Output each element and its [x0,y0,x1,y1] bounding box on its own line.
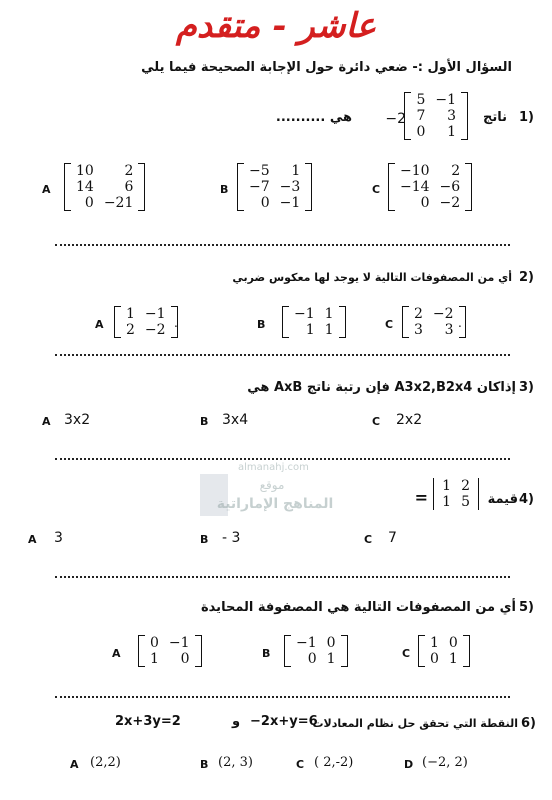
matrix-cell: −1 [294,306,315,322]
matrix-cell: 1 [442,478,452,494]
watermark-line1: موقع [259,478,285,492]
q2-option-b-letter: B [257,318,266,331]
q2-number: 2) [519,270,534,285]
matrix-bracket-right [305,163,312,211]
q3-text: إذاكان A3x2,B2x4 فإن رتبة ناتج AxB هي [247,380,516,395]
matrix-cell: 2 [461,478,470,494]
q1-option-c-letter: C [372,183,381,196]
matrix-cell: −1 [144,306,166,322]
q6-option-a-letter: A [70,758,79,771]
q1-option-b-matrix[interactable] [237,163,312,215]
matrix-cell: 0 [150,635,159,651]
q2-option-c-letter: C [385,318,394,331]
matrix-cell: 1 [447,124,456,140]
matrix-cell: 6 [124,179,134,195]
q4-option-c-value[interactable]: 7 [388,530,397,546]
matrix-cell: 3 [444,322,454,338]
q3-option-b-letter: B [200,415,209,428]
matrix-cell: −7 [249,179,270,195]
matrix-cell: 5 [461,494,470,510]
q4-equals: = [414,488,428,507]
q2-option-b-matrix[interactable] [282,306,346,342]
q4-option-c-letter: C [364,533,373,546]
q2-option-c-matrix[interactable] [402,306,466,342]
matrix-cell: −5 [249,163,270,179]
matrix-cell: 1 [324,306,334,322]
watermark-site: almanahj.com [238,462,309,473]
q6-option-c-value[interactable]: ( 2,-2) [314,755,354,770]
matrix-cell: 2 [124,163,134,179]
matrix-cell: −2 [144,322,166,338]
matrix-cell: 0 [180,651,190,667]
q5-option-a-matrix[interactable] [138,635,202,671]
matrix-bracket-right [463,635,470,667]
matrix-bracket-left [418,635,425,667]
q4-determinant [430,478,482,514]
q6-option-d-value[interactable]: (−2, 2) [422,755,468,770]
matrix-cell: 3 [447,108,456,124]
q2-option-a-suffix: . [174,316,178,330]
matrix-cell: 1 [448,651,458,667]
matrix-cell: 7 [416,108,426,124]
q1-option-c-matrix[interactable] [388,163,472,215]
q4-option-a-value[interactable]: 3 [54,530,63,546]
matrix-cell: −2 [432,306,454,322]
q1-coefficient: −2 [385,111,406,127]
matrix-cell: −1 [168,635,190,651]
matrix-cell: 0 [420,195,430,211]
q3-option-a-value[interactable]: 3x2 [64,412,91,428]
q6-number: 6) [521,716,536,731]
q5-option-b-matrix[interactable] [284,635,348,671]
q3-option-b-value[interactable]: 3x4 [222,412,249,428]
matrix-cell: 14 [76,179,94,195]
q2-text: أي من المصفوفات التالية لا يوجد لها معكوس ضربي [232,271,512,284]
matrix-cell: 2 [414,306,423,322]
q1-option-b-letter: B [220,183,229,196]
matrix-bracket-left [388,163,395,211]
matrix-cell: 1 [126,306,135,322]
matrix-cell: 0 [430,651,439,667]
determinant-bar-right [478,478,479,510]
matrix-cell: 1 [326,651,336,667]
matrix-cell: 0 [448,635,458,651]
q3-option-c-value[interactable]: 2x2 [396,412,423,428]
answer-line [55,458,510,460]
q4-option-a-letter: A [28,533,37,546]
matrix-cell: −10 [400,163,430,179]
matrix-cell: −3 [279,179,301,195]
matrix-cell: −14 [400,179,430,195]
matrix-cell: 10 [76,163,94,179]
q1-option-a-letter: A [42,183,51,196]
answer-line [55,354,510,356]
matrix-cell: 1 [430,635,439,651]
q4-option-b-letter: B [200,533,209,546]
matrix-cell: 0 [307,651,317,667]
matrix-bracket-right [195,635,202,667]
q1-number: 1) [519,110,534,125]
matrix-cell: −1 [296,635,317,651]
matrix-cell: 0 [84,195,94,211]
matrix-cell: −6 [439,179,461,195]
q5-option-a-letter: A [112,647,121,660]
matrix-bracket-right [461,92,468,140]
q4-option-b-value[interactable]: - 3 [222,530,241,546]
matrix-cell: 0 [416,124,426,140]
matrix-cell: 2 [126,322,135,338]
matrix-bracket-left [138,635,145,667]
matrix-cell: 1 [150,651,159,667]
q3-option-a-letter: A [42,415,51,428]
instructions: السؤال الأول :- ضعي دائرة حول الإجابة الصحيحة فيما يلي [141,60,512,75]
matrix-bracket-right [465,163,472,211]
page-title: عاشر - متقدم [175,6,377,46]
q5-option-c-matrix[interactable] [418,635,470,671]
matrix-cell: 2 [451,163,461,179]
matrix-bracket-left [282,306,289,338]
matrix-bracket-right [341,635,348,667]
q6-equation-2: 2x+3y=2 [115,714,181,729]
q5-text: أي من المصفوفات التالية هي المصفوفة المحايدة [201,600,516,615]
matrix-cell: −1 [435,92,456,108]
matrix-cell: 1 [442,494,452,510]
q1-option-a-matrix[interactable] [64,163,145,215]
q2-option-a-matrix[interactable] [114,306,178,342]
q4-number: 4) [519,492,534,507]
q3-number: 3) [519,380,534,395]
q5-option-b-letter: B [262,647,271,660]
q6-option-d-letter: D [404,758,414,771]
watermark-line2: المناهج الإماراتية [216,496,334,512]
q5-number: 5) [519,600,534,615]
matrix-cell: 0 [260,195,270,211]
matrix-bracket-left [114,306,121,338]
matrix-cell: 1 [305,322,315,338]
matrix-cell: −2 [439,195,461,211]
q1-matrix [404,92,468,144]
q1-tail: هي .......... [275,110,352,125]
matrix-cell: 1 [324,322,334,338]
matrix-cell: 1 [291,163,301,179]
answer-line [55,696,510,698]
q2-option-a-letter: A [95,318,104,331]
matrix-bracket-left [284,635,291,667]
q1-text: ناتج [482,110,507,125]
matrix-cell: 5 [416,92,426,108]
matrix-bracket-right [339,306,346,338]
q6-option-c-letter: C [296,758,305,771]
matrix-cell: −1 [279,195,301,211]
q6-text: النقطة التي تحقق حل نظام المعادلات [312,717,518,730]
q6-option-b-value[interactable]: (2, 3) [218,755,253,770]
q2-option-c-suffix: . [458,316,462,330]
matrix-bracket-left [64,163,71,211]
q3-option-c-letter: C [372,415,381,428]
matrix-bracket-left [237,163,244,211]
matrix-cell: −21 [103,195,134,211]
q6-option-a-value[interactable]: (2,2) [90,755,121,770]
matrix-cell: 3 [414,322,423,338]
answer-line [55,244,510,246]
answer-line [55,576,510,578]
matrix-bracket-left [402,306,409,338]
q6-conjunction: و [232,714,241,729]
matrix-bracket-right [138,163,145,211]
q6-option-b-letter: B [200,758,209,771]
q4-text: قيمة [487,492,518,507]
matrix-cell: 0 [326,635,336,651]
q6-equation-1: −2x+y=6 [250,714,318,729]
determinant-bar-left [433,478,434,510]
q5-option-c-letter: C [402,647,411,660]
